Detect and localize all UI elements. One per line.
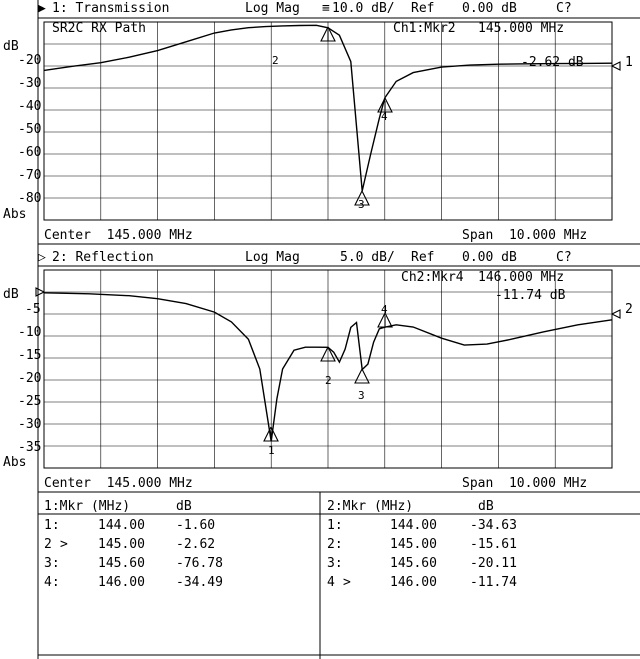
ch1-ytick-3: -50 [18, 122, 42, 137]
marker-table-right-header-db: dB [478, 499, 494, 514]
marker-right-row-freq: 144.00 [390, 518, 437, 533]
ch1-ytick-5: -70 [18, 168, 42, 183]
ch1-ylabel: dB [3, 39, 19, 54]
ch2-ref-label: Ref [411, 250, 435, 265]
marker-left-row-idx: 2 [44, 537, 52, 552]
ch2-marker-4-label: 4 [381, 303, 388, 316]
ch1-right-axis-index: 1 [625, 55, 633, 70]
marker-left-row-freq: 144.00 [98, 518, 145, 533]
ch2-scale-per-div[interactable]: 5.0 dB/ [340, 250, 395, 265]
marker-right-row-db: -15.61 [470, 537, 517, 552]
ch2-title[interactable]: 2: Reflection [52, 250, 154, 265]
marker-right-row-freq: 145.00 [390, 537, 437, 552]
ch2-center-label[interactable]: Center 145.000 MHz [44, 476, 193, 491]
ch2-active-arrow: ▷ [38, 250, 46, 265]
ch2-marker-readout-label: Ch2:Mkr4 [401, 270, 464, 285]
ch1-ytick-2: -40 [18, 99, 42, 114]
ch2-ylabel: dB [3, 287, 19, 302]
ch1-ytick-1: -30 [18, 76, 42, 91]
ch2-span-label[interactable]: Span 10.000 MHz [462, 476, 588, 491]
ch2-ytick-2: -15 [18, 348, 42, 363]
marker-left-row-db: -76.78 [176, 556, 223, 571]
ch1-mag-label: Log Mag [245, 1, 300, 16]
ch1-scale-mode: Abs [3, 207, 27, 222]
ch2-right-axis-index: 2 [625, 302, 633, 317]
ch2-marker-1-label: 1 [268, 444, 275, 457]
ch2-ytick-3: -20 [18, 371, 42, 386]
marker-table-left-header-freq: 1:Mkr (MHz) [44, 499, 131, 514]
marker-table-right-header-freq: 2:Mkr (MHz) [327, 499, 414, 514]
ch2-ytick-4: -25 [18, 394, 42, 409]
marker-left-row-db: -34.49 [176, 575, 223, 590]
ch1-ytick-6: -80 [18, 191, 42, 206]
ch1-format-flag: C? [556, 1, 572, 16]
ch1-center-label[interactable]: Center 145.000 MHz [44, 228, 193, 243]
ch1-marker-readout-freq: 145.000 MHz [478, 21, 565, 36]
marker-table-left-header-db: dB [176, 499, 192, 514]
ch1-graticule [44, 22, 620, 220]
ch1-ytick-0: -20 [18, 53, 42, 68]
marker-left-row-active: > [60, 537, 68, 552]
ch1-marker-readout-value: -2.62 dB [521, 55, 584, 70]
ch1-title[interactable]: 1: Transmission [52, 1, 170, 16]
ch2-mag-label: Log Mag [245, 250, 300, 265]
marker-left-row-db: -1.60 [176, 518, 216, 533]
ch2-ytick-1: -10 [18, 325, 42, 340]
ch1-marker-2-label: 2 [272, 54, 279, 67]
ch1-ref-value[interactable]: 0.00 dB [462, 1, 517, 16]
ch1-marker-3-label: 3 [358, 198, 365, 211]
ch2-marker-2-label: 2 [325, 374, 332, 387]
ch1-active-indicator: ≡ [322, 1, 330, 16]
ch1-marker-4-label: 4 [381, 110, 388, 123]
marker-right-row-idx: 1: [327, 518, 343, 533]
marker-right-row-db: -20.11 [470, 556, 517, 571]
ch2-ytick-0: -5 [25, 302, 41, 317]
marker-left-row-idx: 4: [44, 575, 60, 590]
marker-left-row-idx: 1: [44, 518, 60, 533]
marker-left-row-idx: 3: [44, 556, 60, 571]
marker-right-row-freq: 145.60 [390, 556, 437, 571]
ch1-scale-per-div[interactable]: 10.0 dB/ [332, 1, 395, 16]
marker-right-row-db: -11.74 [470, 575, 517, 590]
ch1-marker-symbols[interactable] [321, 27, 392, 205]
marker-left-row-freq: 146.00 [98, 575, 145, 590]
ch1-ytick-4: -60 [18, 145, 42, 160]
marker-right-row-freq: 146.00 [390, 575, 437, 590]
marker-right-row-db: -34.63 [470, 518, 517, 533]
ch2-marker-readout-freq: 146.000 MHz [478, 270, 565, 285]
marker-left-row-db: -2.62 [176, 537, 216, 552]
ch2-ref-value[interactable]: 0.00 dB [462, 250, 517, 265]
marker-right-row-active: > [343, 575, 351, 590]
ch2-ytick-5: -30 [18, 417, 42, 432]
ch1-active-arrow: ▶ [38, 1, 46, 16]
ch2-format-flag: C? [556, 250, 572, 265]
ch1-ref-label: Ref [411, 1, 435, 16]
ch2-marker-3-label: 3 [358, 389, 365, 402]
marker-right-row-idx: 3: [327, 556, 343, 571]
ch1-span-label[interactable]: Span 10.000 MHz [462, 228, 588, 243]
ch2-ytick-6: -35 [18, 440, 42, 455]
ch2-marker-readout-value: -11.74 dB [495, 288, 566, 303]
ch2-scale-mode: Abs [3, 455, 27, 470]
marker-left-row-freq: 145.60 [98, 556, 145, 571]
marker-right-row-idx: 2: [327, 537, 343, 552]
ch1-marker-readout-label: Ch1:Mkr2 [393, 21, 456, 36]
marker-left-row-freq: 145.00 [98, 537, 145, 552]
ch2-graticule [36, 270, 620, 468]
marker-right-row-idx: 4 [327, 575, 335, 590]
ch1-trace-tag: SR2C RX Path [52, 21, 146, 36]
